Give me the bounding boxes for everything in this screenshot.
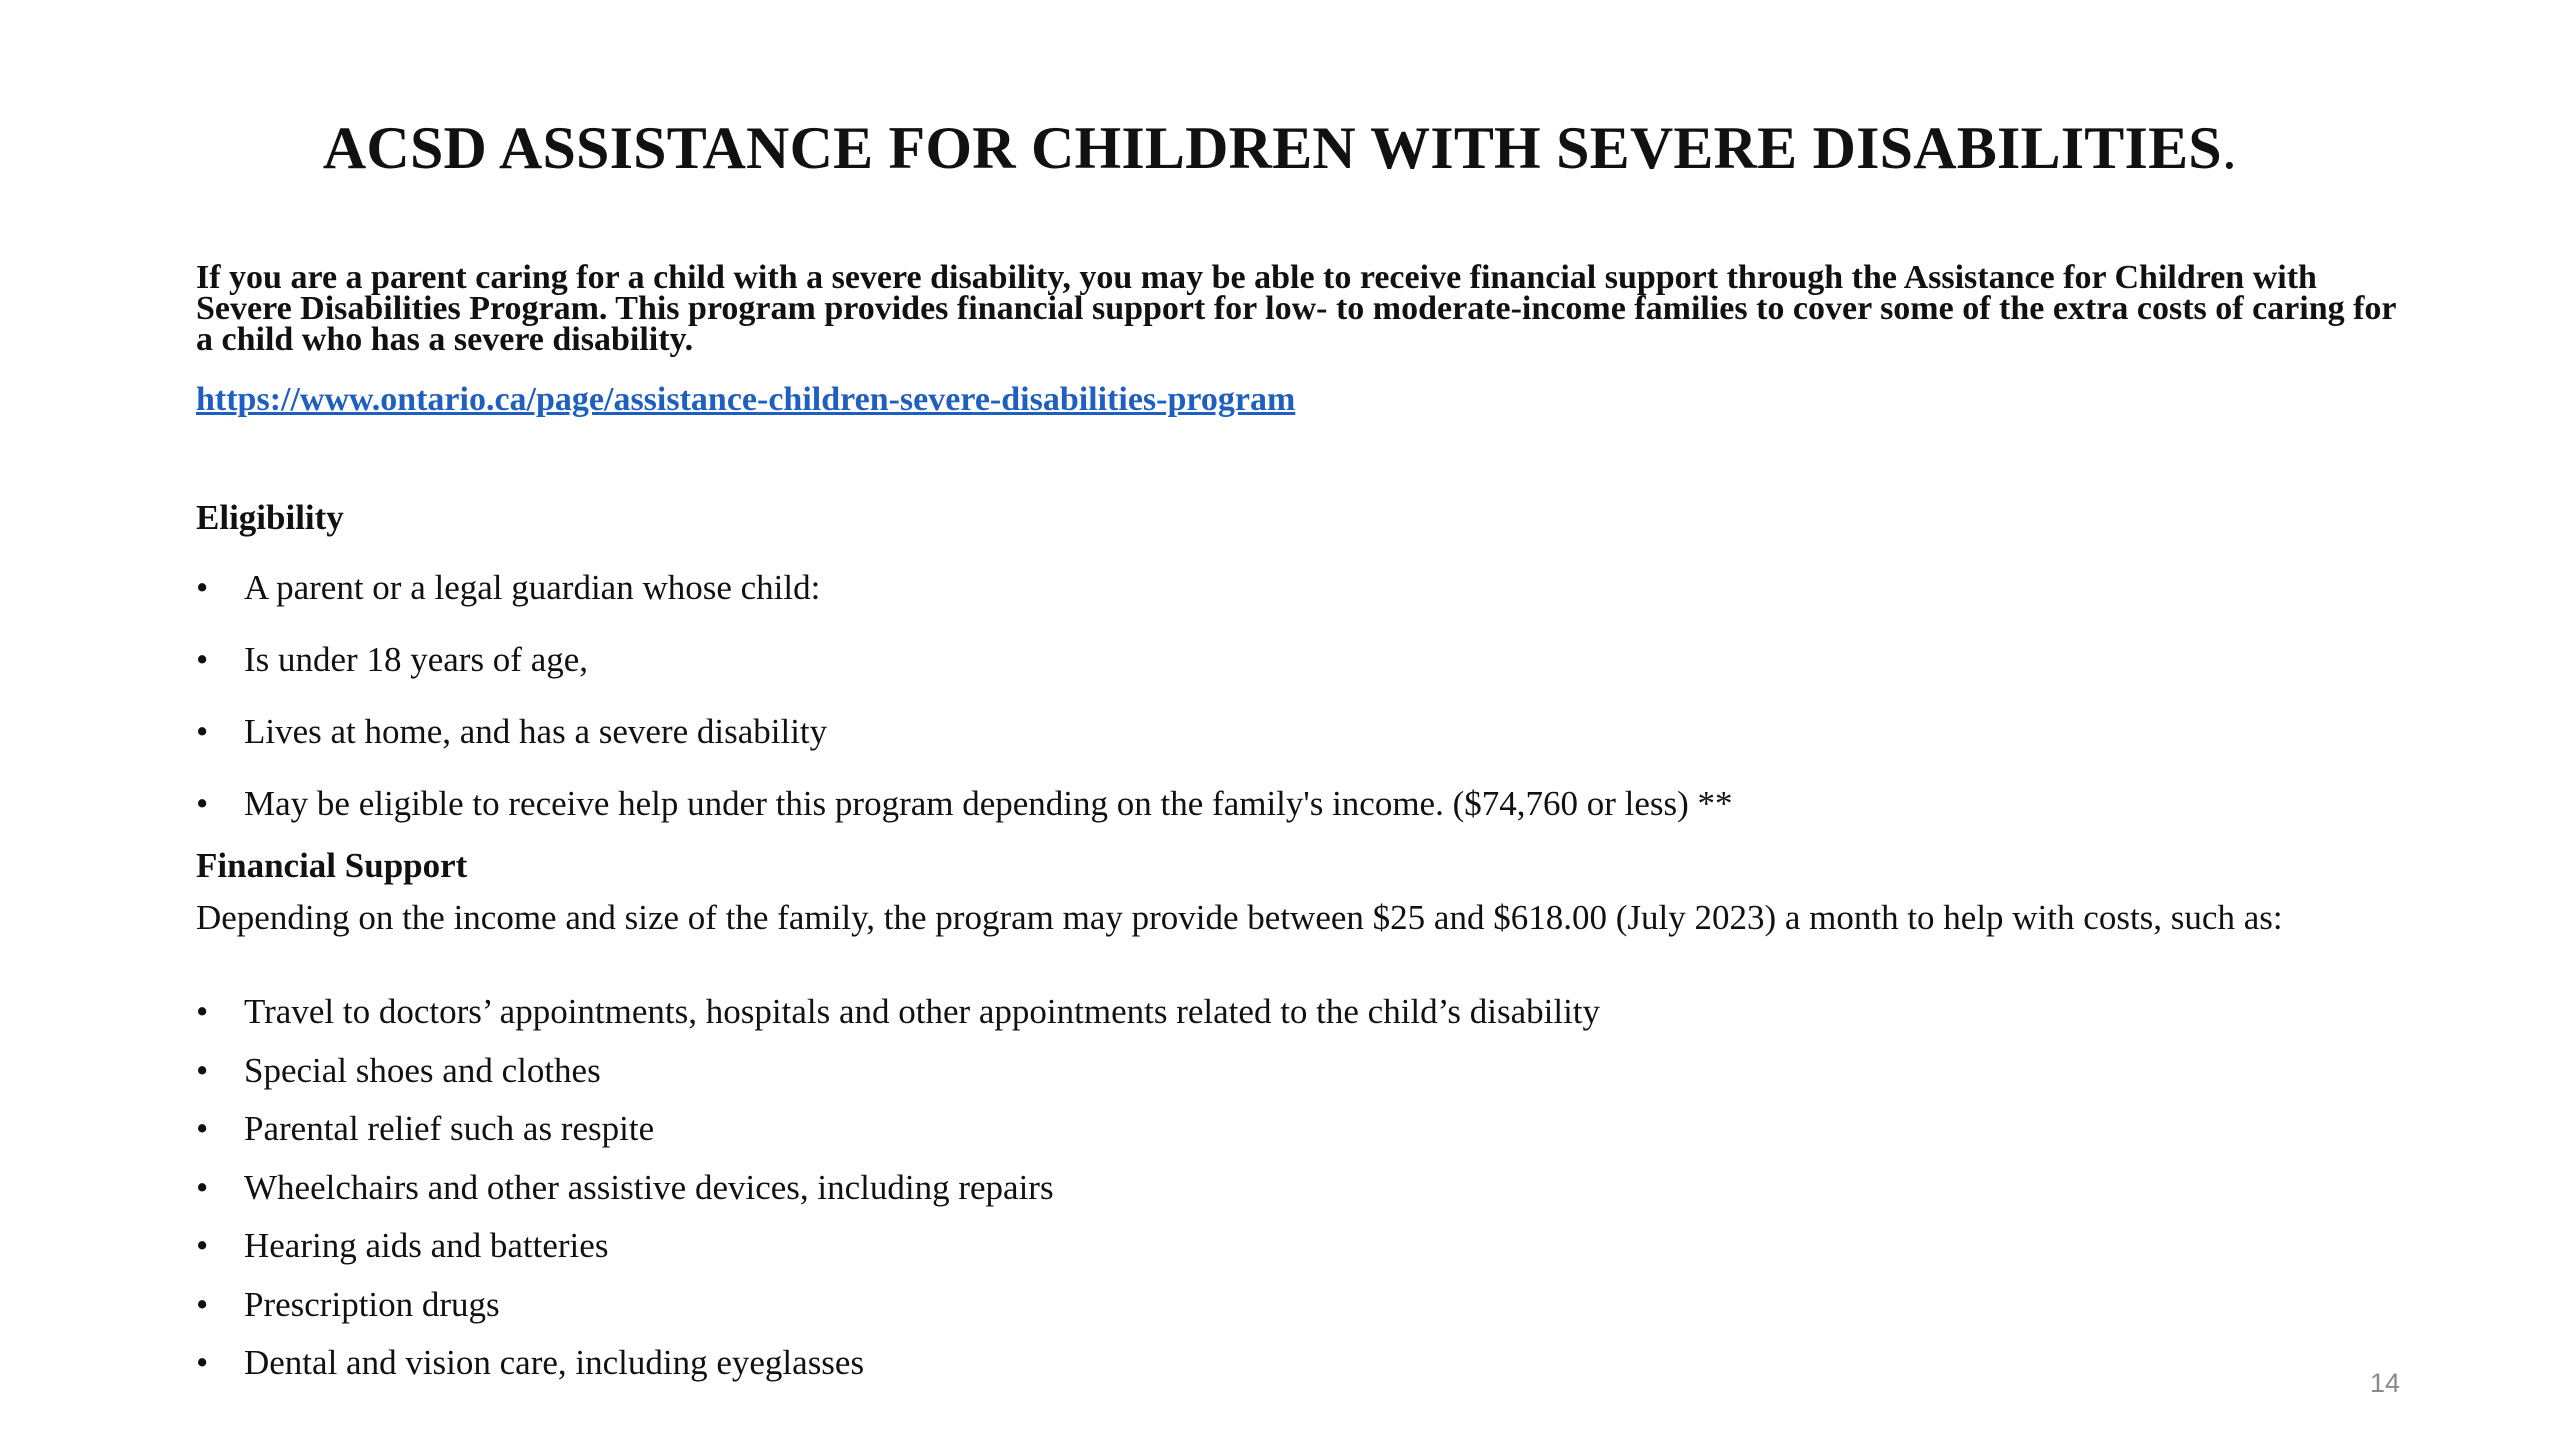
list-item	[196, 1107, 2396, 1166]
list-item	[196, 566, 2396, 638]
bullet-icon: •	[196, 640, 209, 679]
financial-support-heading: Financial Support	[196, 846, 468, 885]
list-item-text: Wheelchairs and other assistive devices, including repairs	[244, 1167, 1054, 1207]
list-item-text: Lives at home, and has a severe disability	[244, 712, 828, 751]
list-item	[196, 710, 2396, 782]
bullet-icon: •	[196, 1284, 209, 1324]
eligibility-list	[196, 566, 2396, 854]
bullet-icon: •	[196, 568, 209, 607]
list-item-text: May be eligible to receive help under this program depending on the family's income. ($74,760 or less) **	[244, 784, 1733, 823]
bullet-icon: •	[196, 992, 209, 1031]
list-item-text: Hearing aids and batteries	[244, 1226, 609, 1265]
bullet-icon: •	[196, 784, 209, 823]
bullet-icon: •	[196, 1167, 209, 1207]
list-item	[196, 1166, 2396, 1225]
list-item-text: Prescription drugs	[244, 1284, 500, 1324]
list-item-text: A parent or a legal guardian whose child:	[244, 568, 821, 607]
slide-title-period: .	[2221, 115, 2238, 181]
list-item	[196, 638, 2396, 710]
bullet-icon: •	[196, 1109, 209, 1148]
financial-support-text: Depending on the income and size of the family, the program may provide between $25 and $618.00 (July 2023) a month to help with costs, such as:	[196, 898, 2283, 937]
list-item	[196, 1224, 2396, 1283]
page-number: 14	[2369, 1368, 2400, 1398]
eligibility-heading: Eligibility	[196, 498, 344, 537]
list-item-text: Dental and vision care, including eyeglasses	[244, 1343, 865, 1382]
list-item-text: Special shoes and clothes	[244, 1050, 601, 1090]
program-link[interactable]: https://www.ontario.ca/page/assistance-children-severe-disabilities-program	[196, 381, 1296, 418]
list-item	[196, 782, 2396, 854]
costs-list	[196, 990, 2396, 1400]
bullet-icon: •	[196, 1050, 209, 1090]
intro-paragraph: If you are a parent caring for a child with a severe disability, you may be able to receive financial support through the Assistance for Children with Severe Disabilities Program. This program provides financial support for low- to moderate-income families to cover some of the extra costs of caring for a child who has a severe disability.	[196, 259, 2396, 358]
list-item	[196, 1341, 2396, 1400]
list-item	[196, 990, 2396, 1049]
list-item-text: Is under 18 years of age,	[244, 640, 589, 679]
slide-title-text: ACSD ASSISTANCE FOR CHILDREN WITH SEVERE DISABILITIES	[322, 115, 2222, 181]
list-item	[196, 1049, 2396, 1108]
list-item	[196, 1283, 2396, 1342]
bullet-icon: •	[196, 712, 209, 751]
slide-title	[0, 108, 2560, 188]
list-item-text: Parental relief such as respite	[244, 1109, 655, 1148]
list-item-text: Travel to doctors’ appointments, hospitals and other appointments related to the child’s disability	[244, 992, 1601, 1031]
bullet-icon: •	[196, 1343, 209, 1382]
bullet-icon: •	[196, 1226, 209, 1265]
